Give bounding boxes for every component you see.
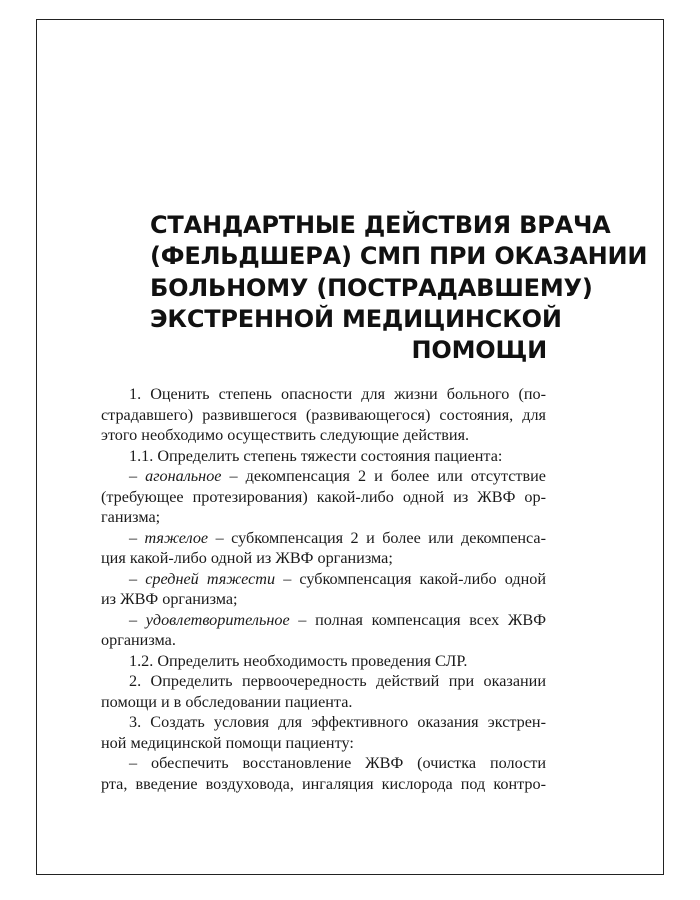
text-line: рта, введение воздуховода, ингаляция кислорода под контро- <box>101 774 546 793</box>
severity-satisfactory-line <box>101 610 546 631</box>
text-line: организма. <box>101 631 176 649</box>
chapter-heading <box>150 210 648 366</box>
heading-line: ЭКСТРЕННОЙ МЕДИЦИНСКОЙ <box>150 304 562 333</box>
severity-term: удовлетворительное <box>145 610 290 629</box>
heading-line: ПОМОЩИ <box>411 336 547 365</box>
list-dash: – <box>129 528 145 547</box>
text-line: – обеспечить восстановление ЖВФ (очистка полости <box>129 754 546 772</box>
severity-description: – декомпенсация 2 и более или отсутствие <box>221 467 546 485</box>
text-line: ганизма; <box>101 508 161 526</box>
heading-line: БОЛЬНОМУ (ПОСТРАДАВШЕМУ) <box>150 273 593 302</box>
text-line: этого необходимо осуществить следующие действия. <box>101 426 470 444</box>
text-line: страдавшего) развившегося (развивающегося) состояния, для <box>101 405 546 424</box>
list-dash: – <box>129 610 146 629</box>
text-line: 3. Создать условия для эффективного оказания экстрен- <box>129 713 546 731</box>
text-line: 2. Определить первоочередность действий при оказании <box>129 672 546 690</box>
list-dash: – <box>129 569 146 588</box>
severity-description: – субкомпенсация 2 и более или декомпенса- <box>208 528 546 547</box>
severity-description: – полная компенсация всех ЖВФ <box>289 610 546 629</box>
severity-severe-line <box>101 528 546 549</box>
text-line: 1.2. Определить необходимость проведения СЛР. <box>129 651 468 670</box>
severity-term: агональное <box>145 467 222 485</box>
severity-description: – субкомпенсация какой-либо одной <box>275 569 546 588</box>
severity-term: средней тяжести <box>145 569 276 588</box>
severity-moderate-line <box>101 569 546 590</box>
severity-agonal-line <box>101 466 546 487</box>
heading-line: (ФЕЛЬДШЕРА) СМП ПРИ ОКАЗАНИИ <box>150 242 648 271</box>
text-line: ция какой-либо одной из ЖВФ организма; <box>101 549 393 567</box>
text-line: ной медицинской помощи пациенту: <box>101 733 354 752</box>
text-line: (требующее протезирования) какой-либо одной из ЖВФ ор- <box>101 487 546 506</box>
list-dash: – <box>129 467 146 485</box>
severity-term: тяжелое <box>144 528 209 547</box>
body-text <box>101 384 546 794</box>
text-line: 1.1. Определить степень тяжести состояния пациента: <box>129 446 503 465</box>
text-line: помощи и в обследовании пациента. <box>101 692 353 711</box>
heading-line: СТАНДАРТНЫЕ ДЕЙСТВИЯ ВРАЧА <box>150 211 611 239</box>
text-line: из ЖВФ организма; <box>101 590 238 608</box>
text-line: 1. Оценить степень опасности для жизни больного (по- <box>129 385 546 403</box>
